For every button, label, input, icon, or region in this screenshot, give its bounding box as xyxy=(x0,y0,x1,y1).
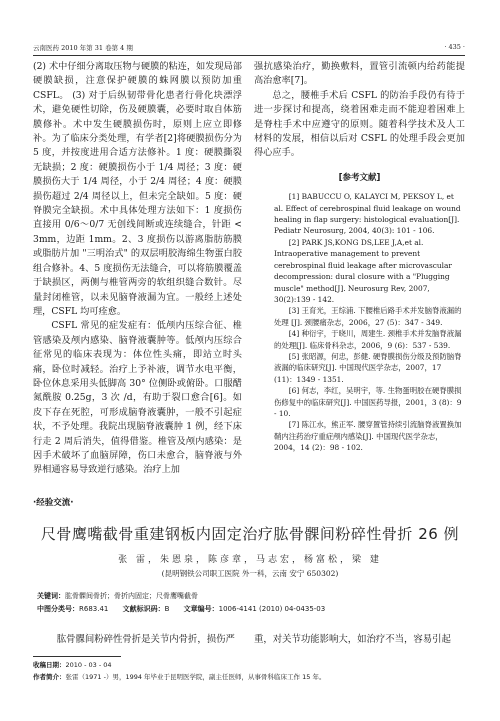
classification-row xyxy=(37,603,457,616)
footnote-received xyxy=(33,660,465,669)
paragraph: 强抗感染治疗，勤换敷料，置管引流顿内给药能提高治愈率[7]。 xyxy=(254,61,465,87)
doc-code-label: 文献标识码： xyxy=(122,604,165,613)
article-body-left: 肱骨髁间粉碎性骨折是关节内骨折，损伤严 xyxy=(56,634,235,645)
received-label: 收稿日期： xyxy=(33,661,66,669)
reference-item: [1] BABUCCU O, KALAYCI M, PEKSOY L, et al. Effect of cerebrospinal fluid leakage on wound healing in flap surgery: histological evaluation[J]. Pediatr Neurosurg, 2004, 40(3): 101 - 106. xyxy=(274,192,461,236)
clc-label: 中图分类号： xyxy=(37,604,79,613)
footnote-rule xyxy=(33,656,121,657)
keywords-row xyxy=(37,590,457,603)
running-header xyxy=(33,41,465,53)
reference-item: [7] 陈江水，熊正军. 腰穿置管持续引流脑脊液置换加鞘内注药治疗重症颅内感染[J]. 中国现代医学杂志，2004，14 (2)：98 - 102. xyxy=(274,420,462,453)
reference-item: [2] PARK JS,KONG DS,LEE J,A,et al. Intraoperative management to prevent cerebrospinal fluid leakage after microvascular decompression: dural closure with a "Plugging muscle" method[J]. Neurosurg Rev, 2007, 30(2):139 - 142. xyxy=(274,237,452,304)
clc-value: R683.41 xyxy=(79,604,109,613)
doc-code-value: B xyxy=(164,604,170,613)
reference-item: [6] 何志，李红，吴明宇，等. 生物蛋明胶在硬脊膜损伤修复中的临床研究[J]. 中国医药导报，2001，3 (8)：9 - 10. xyxy=(274,386,462,418)
reference-item: [3] 王育光，王综浦. 下腰椎后路手术并发脑脊液漏的处理 [J]. 颈腰痛杂志，2006，27 (5)：347 - 349. xyxy=(274,306,462,327)
article-no-value: 1006-4141 (2010) 04-0435-03 xyxy=(218,604,326,613)
header-rule xyxy=(33,55,465,56)
left-column xyxy=(33,60,242,478)
page-number: · 435 · xyxy=(444,43,465,51)
journal-issue: 云南医药 2010 年第 31 卷第 4 期 xyxy=(33,44,133,52)
author-affiliation: (昆明钢铁公司职工医院 外一科，云南 安宁 650302) xyxy=(161,569,339,578)
article-authors: 张 雷，朱恩泉，陈彦章，马志宏，杨富松，梁 建 xyxy=(118,555,382,565)
section-tag: ·经验交流· xyxy=(33,498,74,508)
article-no-label: 文章编号： xyxy=(183,604,219,613)
author-bio-label: 作者简介： xyxy=(33,673,66,681)
article-body-right: 重，对关节功能影响大，如治疗不当，容易引起 xyxy=(254,634,451,645)
keywords-label: 关键词： xyxy=(37,592,65,600)
article-title: 尺骨鹰嘴截骨重建钢板内固定治疗肱骨髁间粉碎性骨折 26 例 xyxy=(40,525,460,543)
keywords: 肱骨髁间骨折；骨折内固定；尺骨鹰嘴截骨 xyxy=(65,592,198,600)
article-metadata xyxy=(37,590,457,615)
reference-item: [5] 张昭源，何忠，彭健. 硬脊膜损伤分级及预防脑脊液漏的临床研究[J]. 中国现代医学杂志，2007，17 (11)：1349 - 1351. xyxy=(274,351,462,384)
author-bio: 张雷（1971 -）男，1994 年毕业于昆明医学院，副主任医师，从事骨科临床工作 15 年。 xyxy=(65,673,326,681)
reference-item: [4] 种衍宇，于晓川，周建生. 颈椎手术并发脑脊液漏的处理[J]. 临床骨科杂志，2006，9 (6)：537 - 539. xyxy=(274,329,462,350)
paragraph: CSFL 常见的症发症有：低颅内压综合征、椎管感染及颅内感染、脑脊液囊肿等。低颅内压综合征常见的临床表现为：体位性头痛，即站立时头痛，卧位时减轻。治疗上予补液，调节水电平衡，卧位休息采用头低脚高 30° 位侧卧或俯卧。口服醋氮酰胺 0.25g，3 次 /d，有助于裂口愈合[6]。如皮下存在死腔，可形成脑脊液囊肿，一般不引起症状，不予处理。我院出现脑脊液囊肿 1 例，经下床行走 2 周后消失，值得借鉴。椎管及颅内感染：是因手术破坏了血脑屏障，伤口未愈合，脑脊液与外界相通容易导致逆行感染。治疗上加 xyxy=(33,320,242,476)
right-column xyxy=(254,60,465,454)
paragraph: 总之，腰椎手术后 CSFL 的防治手段仍有待于进一步探讨和提高，绕着困难走而不能迎着困难上是脊柱手术中应遵守的原则。随着科学技术及人工材料的发展，相信以后对 CSFL 的处理手段会更加得心应手。 xyxy=(254,89,465,159)
paragraph: (2) 术中仔细分离取压物与硬膜的粘连，如发现局部硬膜缺损，注意保护硬膜的蛛网膜以预防加重 CSFL。 (3) 对于后纵韧带骨化患者行骨化块漂浮术，避免硬性切除，伤及硬膜囊，必要时取自体筋膜修补。术中发生硬膜损伤时，原则上应立即修补。为了临床分类处理，有学者[2]将硬膜损伤分为 5 度，并按度进用合适方法修补。1 度：硬膜撕裂无缺损；2 度：硬膜损伤小于 1/4 周径；3 度：硬膜损伤大于 1/4 周径，小于 2/4 周径；4 度：硬膜损伤超过 2/4 周径以上，但未完全缺如。5 度：硬脊膜完全缺损。术中具体处理方法如下：1 度损伤直接用 0/6～0/7 无创线间断或连续缝合，针距 < 3mm，边距 1mm。2、3 度损伤以游离脂肪筋膜或脂肪片加 "三明治式" 的双层明胶海绵生物蛋白胶组合修补。4、5 度损伤无法缝合，可以将筋膜覆盖于缺损区，两侧与椎管两旁的软组织缝合数针。尽量封闭椎管，以未见脑脊液漏为宜。一般经上述处理，CSFL 均可痊愈。 xyxy=(33,61,242,317)
received-date: 2010 - 03 - 04 xyxy=(65,661,112,669)
footnote-author xyxy=(33,672,465,681)
references-title: [参考文献] xyxy=(338,172,381,183)
